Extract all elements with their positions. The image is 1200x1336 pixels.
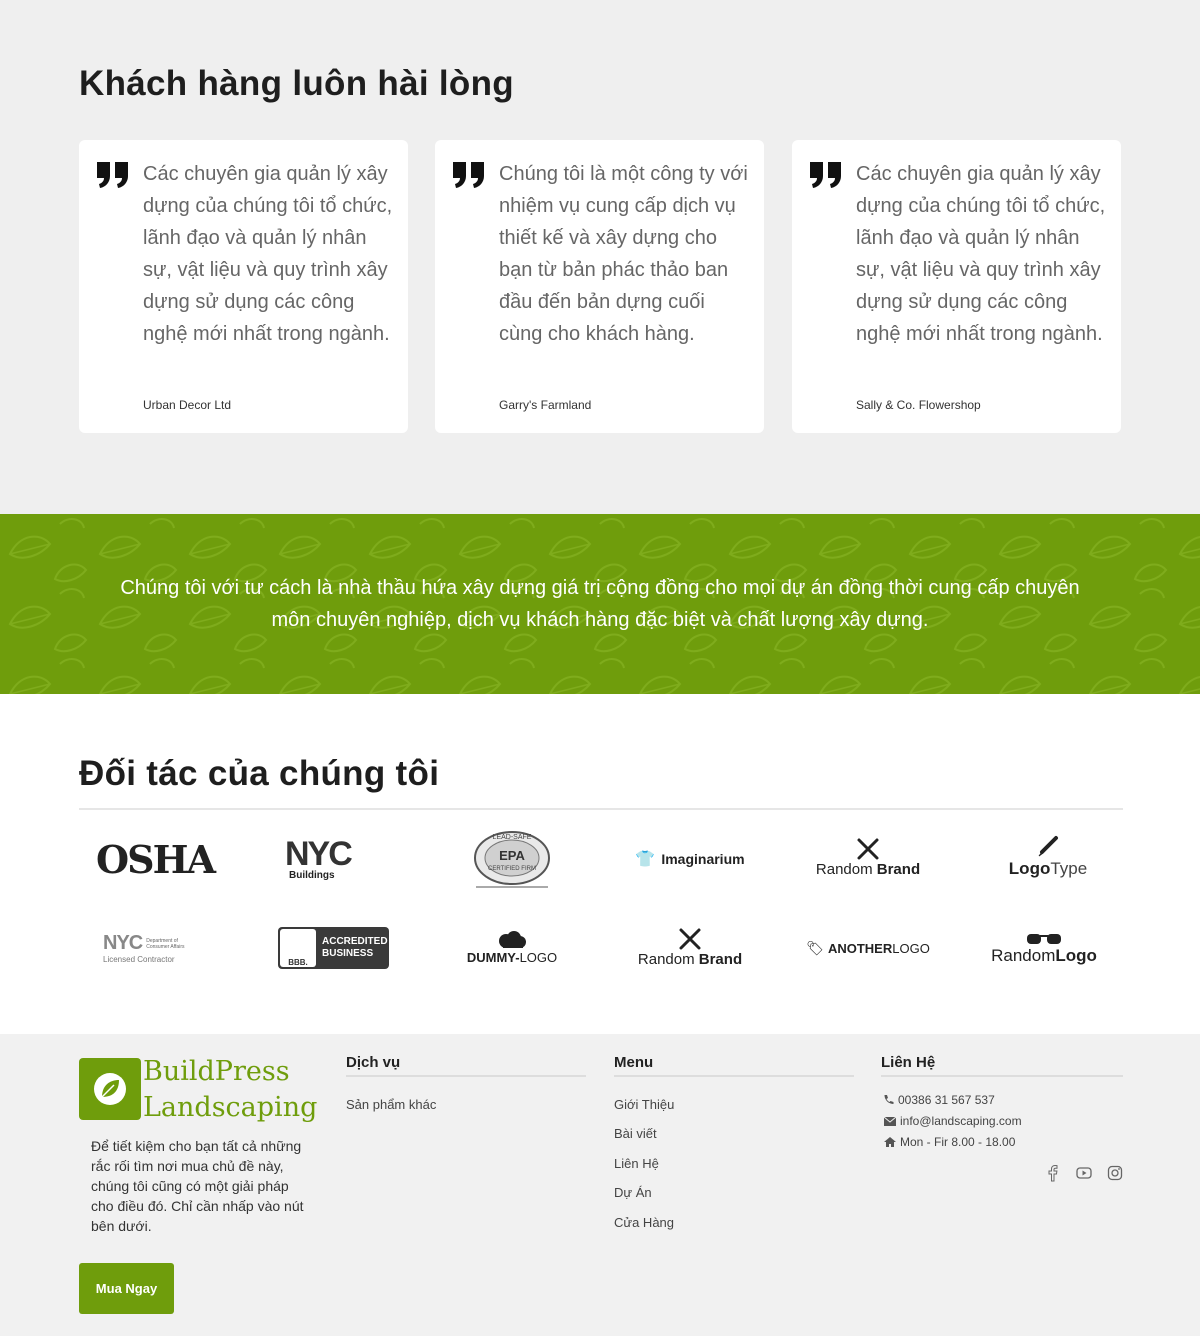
bbb-line1: ACCREDITED xyxy=(322,936,388,947)
menu-link-contact[interactable]: Liên Hệ xyxy=(614,1156,659,1171)
contact-email: info@landscaping.com xyxy=(883,1114,1022,1128)
anotherlogo-logo[interactable] xyxy=(804,934,932,962)
bbb-line2: BUSINESS xyxy=(322,948,374,959)
testimonials-section xyxy=(0,0,1200,514)
banner-text: Chúng tôi với tư cách là nhà thầu hứa xây dựng giá trị cộng đồng cho mọi dự án đồng thời cung cấp chuyên môn chuyên nghiệp, dịch vụ khách hàng đặc biệt và chất lượng xây dựng. xyxy=(120,577,1080,631)
osha-logo[interactable] xyxy=(95,834,215,884)
nyc-logo-text: NYC xyxy=(285,834,351,873)
testimonial-text: Các chuyên gia quản lý xây dựng của chúng tôi tổ chức, lãnh đạo và quản lý nhân sự, vật liệu và quy trình xây dựng sử dụng các công nghệ mới nhất trong ngành. xyxy=(143,163,393,345)
footer-description: Để tiết kiệm cho bạn tất cả những rắc rối tìm nơi mua chủ đề này, chúng tôi cũng có một giải pháp cho điều đó. Chỉ cần nhấp vào nút bên dưới. xyxy=(91,1138,304,1234)
home-icon xyxy=(883,1136,897,1148)
contact-title: Liên Hệ xyxy=(881,1054,936,1071)
facebook-icon[interactable] xyxy=(1044,1164,1062,1182)
dummy-logo-text: DUMMY-LOGO xyxy=(466,949,558,965)
menu-link-posts[interactable]: Bài viết xyxy=(614,1126,657,1141)
contact-phone: 00386 31 567 537 xyxy=(883,1093,995,1107)
menu-link-shop[interactable]: Cửa Hàng xyxy=(614,1215,675,1230)
testimonial-card xyxy=(792,140,1121,433)
imaginarium-logo-text: Imaginarium xyxy=(661,851,745,867)
menu-link-projects[interactable]: Dự Án xyxy=(614,1185,652,1200)
pen-icon xyxy=(1036,835,1060,859)
testimonial-author: Garry's Farmland xyxy=(499,398,592,412)
quote-icon xyxy=(808,160,844,190)
cloud-icon xyxy=(497,930,527,950)
partners-section xyxy=(0,694,1200,1034)
services-link-other-products[interactable]: Sản phẩm khác xyxy=(346,1097,437,1112)
nyc2-dept-text: Department of Consumer Affairs xyxy=(146,937,185,950)
testimonial-text: Chúng tôi là một công ty với nhiệm vụ cung cấp dịch vụ thiết kế và xây dựng cho bạn từ bản phác thảo ban đầu đến bản dựng cuối cùng cho khách hàng. xyxy=(499,163,748,345)
randomlogo-text: RandomLogo xyxy=(991,946,1097,965)
brand-logo[interactable] xyxy=(79,1058,141,1120)
sunglasses-icon xyxy=(1026,932,1062,946)
tshirt-icon: 👕 xyxy=(635,851,656,868)
anotherlogo-text: ANOTHERLOGO xyxy=(827,940,930,956)
bbb-mark-text: BBB. xyxy=(288,958,308,967)
random-brand-logo-2[interactable] xyxy=(632,922,748,972)
buy-now-button[interactable]: Mua Ngay xyxy=(79,1263,174,1314)
testimonial-author: Urban Decor Ltd xyxy=(143,398,232,412)
nyc-buildings-logo[interactable] xyxy=(285,834,385,884)
imaginarium-logo[interactable] xyxy=(628,844,752,874)
brand-name[interactable]: BuildPress Landscaping xyxy=(143,1056,318,1123)
contact-hours: Mon - Fir 8.00 - 18.00 xyxy=(883,1135,1015,1149)
osha-logo-text: OSHA xyxy=(96,836,214,882)
nyc-consumer-affairs-logo[interactable] xyxy=(103,930,213,966)
dummy-logo[interactable] xyxy=(460,922,564,972)
logotype-text: LogoType xyxy=(1008,859,1088,878)
divider xyxy=(881,1075,1123,1077)
tag-icon: 🏷 xyxy=(806,939,824,956)
youtube-icon[interactable] xyxy=(1075,1164,1093,1182)
divider xyxy=(614,1075,854,1077)
tools-icon xyxy=(678,927,702,951)
tools-icon xyxy=(856,837,880,861)
instagram-icon[interactable] xyxy=(1106,1164,1124,1182)
leaf-icon xyxy=(92,1071,128,1107)
nyc-logo-sub: Buildings xyxy=(289,869,335,881)
quote-icon xyxy=(451,160,487,190)
divider xyxy=(79,808,1123,810)
partners-title: Đối tác của chúng tôi xyxy=(79,754,440,793)
bbb-accredited-logo[interactable] xyxy=(278,927,389,969)
quote-icon xyxy=(95,160,131,190)
testimonial-author: Sally & Co. Flowershop xyxy=(856,398,981,412)
random-brand-logo[interactable] xyxy=(808,832,928,882)
random-brand-text: Random Brand xyxy=(815,860,921,878)
testimonials-title: Khách hàng luôn hài lòng xyxy=(79,64,514,103)
randomlogo-logo[interactable] xyxy=(988,924,1100,974)
epa-bottom-text: CERTIFIED FIRM xyxy=(488,866,536,872)
epa-mid-text: EPA xyxy=(499,848,525,863)
menu-link-about[interactable]: Giới Thiệu xyxy=(614,1097,675,1112)
divider xyxy=(346,1075,586,1077)
mission-banner xyxy=(0,514,1200,694)
epa-lead-safe-logo[interactable] xyxy=(470,828,554,892)
services-title: Dịch vụ xyxy=(346,1054,401,1071)
random-brand-2-text: Random Brand xyxy=(637,950,743,968)
nyc2-logo-text: NYC xyxy=(103,932,143,954)
menu-title: Menu xyxy=(614,1054,654,1071)
phone-icon xyxy=(883,1094,895,1106)
nyc2-sub-text: Licensed Contractor xyxy=(103,955,175,964)
site-footer xyxy=(0,1034,1200,1336)
logotype-logo[interactable] xyxy=(990,832,1106,882)
testimonial-card xyxy=(435,140,764,433)
testimonial-text: Các chuyên gia quản lý xây dựng của chúng tôi tổ chức, lãnh đạo và quản lý nhân sự, vật liệu và quy trình xây dựng sử dụng các công nghệ mới nhất trong ngành. xyxy=(856,163,1106,345)
testimonial-card xyxy=(79,140,408,433)
envelope-icon xyxy=(883,1115,897,1127)
epa-top-text: LEAD-SAFE xyxy=(492,834,532,841)
